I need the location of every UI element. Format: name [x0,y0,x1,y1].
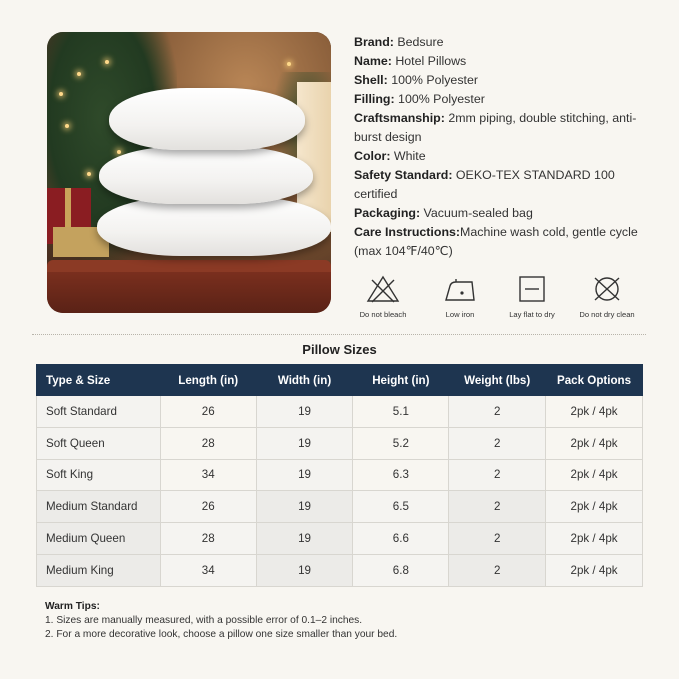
column-header: Width (in) [256,365,353,396]
table-cell: 6.8 [353,554,449,586]
spec-craftsmanship: Craftsmanship: 2mm piping, double stitching, anti-burst design [354,111,637,144]
table-cell: 5.2 [353,427,449,459]
no-dry-clean-icon [589,274,625,304]
table-cell: 6.6 [353,523,449,555]
care-label: Low iron [445,310,475,319]
light-dot [87,172,91,176]
table-cell: 2pk / 4pk [546,459,643,491]
table-cell: 28 [160,427,256,459]
product-photo [47,32,331,313]
table-cell: 5.1 [353,396,449,428]
table-row [37,554,643,586]
care-label: Do not bleach [359,310,407,319]
table-row [37,491,643,523]
light-dot [59,92,63,96]
lay-flat-dry-icon [514,274,550,304]
table-cell: 28 [160,523,256,555]
spec-name: Name: Hotel Pillows [354,54,467,68]
table-cell: 2 [449,491,546,523]
care-lay-flat [492,274,572,319]
table-cell: Medium Queen [37,523,161,555]
table-cell: 2pk / 4pk [546,427,643,459]
tips-title: Warm Tips: [45,601,100,612]
spec-packaging: Packaging: Vacuum-sealed bag [354,206,533,220]
care-label: Do not dry clean [579,310,635,319]
table-cell: Soft Standard [37,396,161,428]
table-cell: 2 [449,459,546,491]
spec-shell: Shell: 100% Polyester [354,73,478,87]
divider [32,334,646,335]
column-header: Pack Options [546,365,643,396]
care-low-iron [420,274,500,319]
table-cell: 19 [256,523,353,555]
spec-care: Care Instructions:Machine wash cold, gentle cycle (max 104℉/40℃) [354,225,638,258]
bench-base [47,272,331,313]
table-cell: 2 [449,396,546,428]
spec-list [354,33,654,261]
table-row [37,427,643,459]
table-row [37,459,643,491]
table-cell: 19 [256,459,353,491]
spec-brand: Brand: Bedsure [354,35,444,49]
warm-tips [45,600,397,642]
table-cell: 2pk / 4pk [546,396,643,428]
table-cell: Soft Queen [37,427,161,459]
table-cell: 2pk / 4pk [546,554,643,586]
care-label: Lay flat to dry [509,310,555,319]
table-cell: 19 [256,396,353,428]
light-dot [287,62,291,66]
light-dot [105,60,109,64]
table-cell: 6.3 [353,459,449,491]
table-cell: Soft King [37,459,161,491]
table-cell: 6.5 [353,491,449,523]
pillow-middle [99,146,313,204]
table-cell: 2pk / 4pk [546,491,643,523]
table-row [37,523,643,555]
table-cell: 2 [449,523,546,555]
spec-safety: Safety Standard: OEKO-TEX STANDARD 100 certified [354,168,615,201]
table-cell: 2pk / 4pk [546,523,643,555]
spec-color: Color: White [354,149,426,163]
table-cell: 26 [160,491,256,523]
table-row [37,396,643,428]
column-header: Type & Size [37,365,161,396]
table-header-row [37,365,643,396]
sizes-table [36,364,643,587]
table-cell: 34 [160,554,256,586]
tip-line: 1. Sizes are manually measured, with a possible error of 0.1–2 inches. [45,615,363,626]
light-dot [77,72,81,76]
column-header: Height (in) [353,365,449,396]
table-cell: Medium Standard [37,491,161,523]
no-bleach-icon [365,274,401,304]
column-header: Weight (lbs) [449,365,546,396]
table-cell: 19 [256,491,353,523]
iron-icon [442,274,478,304]
spec-filling: Filling: 100% Polyester [354,92,485,106]
care-no-bleach [343,274,423,319]
table-cell: 26 [160,396,256,428]
pillow-top [109,88,305,150]
table-cell: 19 [256,554,353,586]
pillow-bottom [97,196,331,256]
care-no-dry-clean [567,274,647,319]
table-cell: 34 [160,459,256,491]
table-cell: 19 [256,427,353,459]
table-cell: 2 [449,554,546,586]
table-cell: Medium King [37,554,161,586]
light-dot [65,124,69,128]
column-header: Length (in) [160,365,256,396]
table-cell: 2 [449,427,546,459]
light-dot [117,150,121,154]
tip-line: 2. For a more decorative look, choose a pillow one size smaller than your bed. [45,629,398,640]
table-title: Pillow Sizes [302,342,377,357]
